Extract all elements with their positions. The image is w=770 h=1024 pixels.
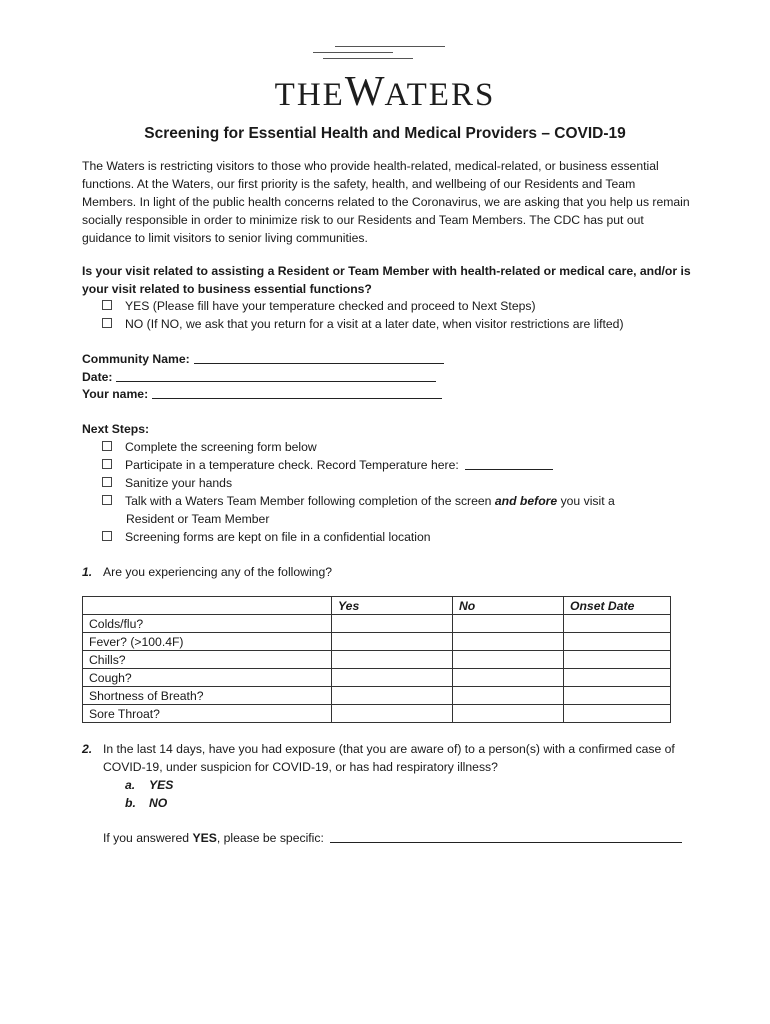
community-name-input[interactable] (194, 351, 444, 364)
visit-option-no[interactable]: NO (If NO, we ask that you return for a visit at a later date, when visitor restrictions are lifted) (102, 315, 692, 333)
checkbox[interactable] (102, 441, 112, 451)
onset-date-cell[interactable] (564, 705, 671, 723)
logo: THEWATERS (274, 69, 496, 115)
date-field[interactable]: Date: (82, 368, 436, 386)
next-step-item[interactable]: Talk with a Waters Team Member following completion of the screen and before you visit a Resident or Team Member (102, 492, 692, 528)
no-cell[interactable] (453, 615, 564, 633)
table-row (83, 705, 671, 723)
onset-date-cell[interactable] (564, 669, 671, 687)
date-input[interactable] (116, 369, 436, 382)
next-step-item[interactable]: Sanitize your hands (102, 474, 692, 492)
symptom-label: Sore Throat? (83, 705, 332, 723)
checkbox[interactable] (102, 300, 112, 310)
next-step-item[interactable]: Complete the screening form below (102, 438, 692, 456)
temperature-input[interactable] (465, 457, 553, 470)
checkbox[interactable] (102, 531, 112, 541)
table-row (83, 651, 671, 669)
column-header: Onset Date (564, 597, 671, 615)
logo-decoration (305, 44, 450, 64)
table-row (83, 669, 671, 687)
onset-date-cell[interactable] (564, 651, 671, 669)
specify-input[interactable] (330, 830, 682, 843)
question-1-text: Are you experiencing any of the following? (103, 565, 332, 579)
onset-date-cell[interactable] (564, 633, 671, 651)
no-cell[interactable] (453, 705, 564, 723)
symptom-label: Colds/flu? (83, 615, 332, 633)
yes-cell[interactable] (332, 687, 453, 705)
checkbox[interactable] (102, 459, 112, 469)
question-number: 2. (82, 742, 93, 756)
page-title: Screening for Essential Health and Medical Providers – COVID-19 (144, 125, 626, 142)
yes-cell[interactable] (332, 615, 453, 633)
column-header: No (453, 597, 564, 615)
column-header: Yes (332, 597, 453, 615)
your-name-input[interactable] (152, 386, 442, 399)
symptom-label: Shortness of Breath? (83, 687, 332, 705)
table-row (83, 633, 671, 651)
question-number: 1. (82, 565, 93, 579)
yes-cell[interactable] (332, 669, 453, 687)
symptoms-table (82, 596, 671, 723)
yes-cell[interactable] (332, 633, 453, 651)
intro-paragraph: The Waters is restricting visitors to those who provide health-related, medical-related, or business essential functions. At the Waters, our first priority is the safety, health, and wellbeing of our Residents and Team Members. In light of the public health concerns related to the Coronavirus, we are asking that you help us remain socially responsible in order to minimize risk to our Residents and Team Members. The CDC has put out guidance to limit visitors to senior living communities. (82, 159, 690, 245)
option-yes[interactable]: a. YES (125, 778, 174, 792)
visit-question: Is your visit related to assisting a Resident or Team Member with health-related or medical care, and/or is your visit related to business essential functions? (82, 264, 691, 296)
visit-option-yes[interactable]: YES (Please fill have your temperature checked and proceed to Next Steps) (102, 297, 692, 315)
checkbox[interactable] (102, 495, 112, 505)
symptom-label: Chills? (83, 651, 332, 669)
your-name-field[interactable]: Your name: (82, 385, 442, 403)
no-cell[interactable] (453, 669, 564, 687)
next-steps-heading: Next Steps: (82, 422, 150, 436)
community-name-field[interactable]: Community Name: (82, 350, 444, 368)
table-header-row (83, 597, 671, 615)
yes-cell[interactable] (332, 651, 453, 669)
no-cell[interactable] (453, 687, 564, 705)
symptom-label: Cough? (83, 669, 332, 687)
option-no[interactable]: b. NO (125, 796, 168, 810)
onset-date-cell[interactable] (564, 615, 671, 633)
checkbox[interactable] (102, 477, 112, 487)
checkbox[interactable] (102, 318, 112, 328)
question-2-text: In the last 14 days, have you had exposure (that you are aware of) to a person(s) with a confirmed case of COVID-19, under suspicion for COVID-19, or has had respiratory illness? (103, 742, 675, 774)
onset-date-cell[interactable] (564, 687, 671, 705)
next-step-item[interactable]: Participate in a temperature check. Record Temperature here: (102, 456, 692, 474)
next-step-item[interactable]: Screening forms are kept on file in a confidential location (102, 528, 692, 546)
specify-field[interactable]: If you answered YES, please be specific: (103, 829, 693, 847)
column-header (83, 597, 332, 615)
symptom-label: Fever? (>100.4F) (83, 633, 332, 651)
table-row (83, 615, 671, 633)
table-row (83, 687, 671, 705)
no-cell[interactable] (453, 633, 564, 651)
yes-cell[interactable] (332, 705, 453, 723)
no-cell[interactable] (453, 651, 564, 669)
